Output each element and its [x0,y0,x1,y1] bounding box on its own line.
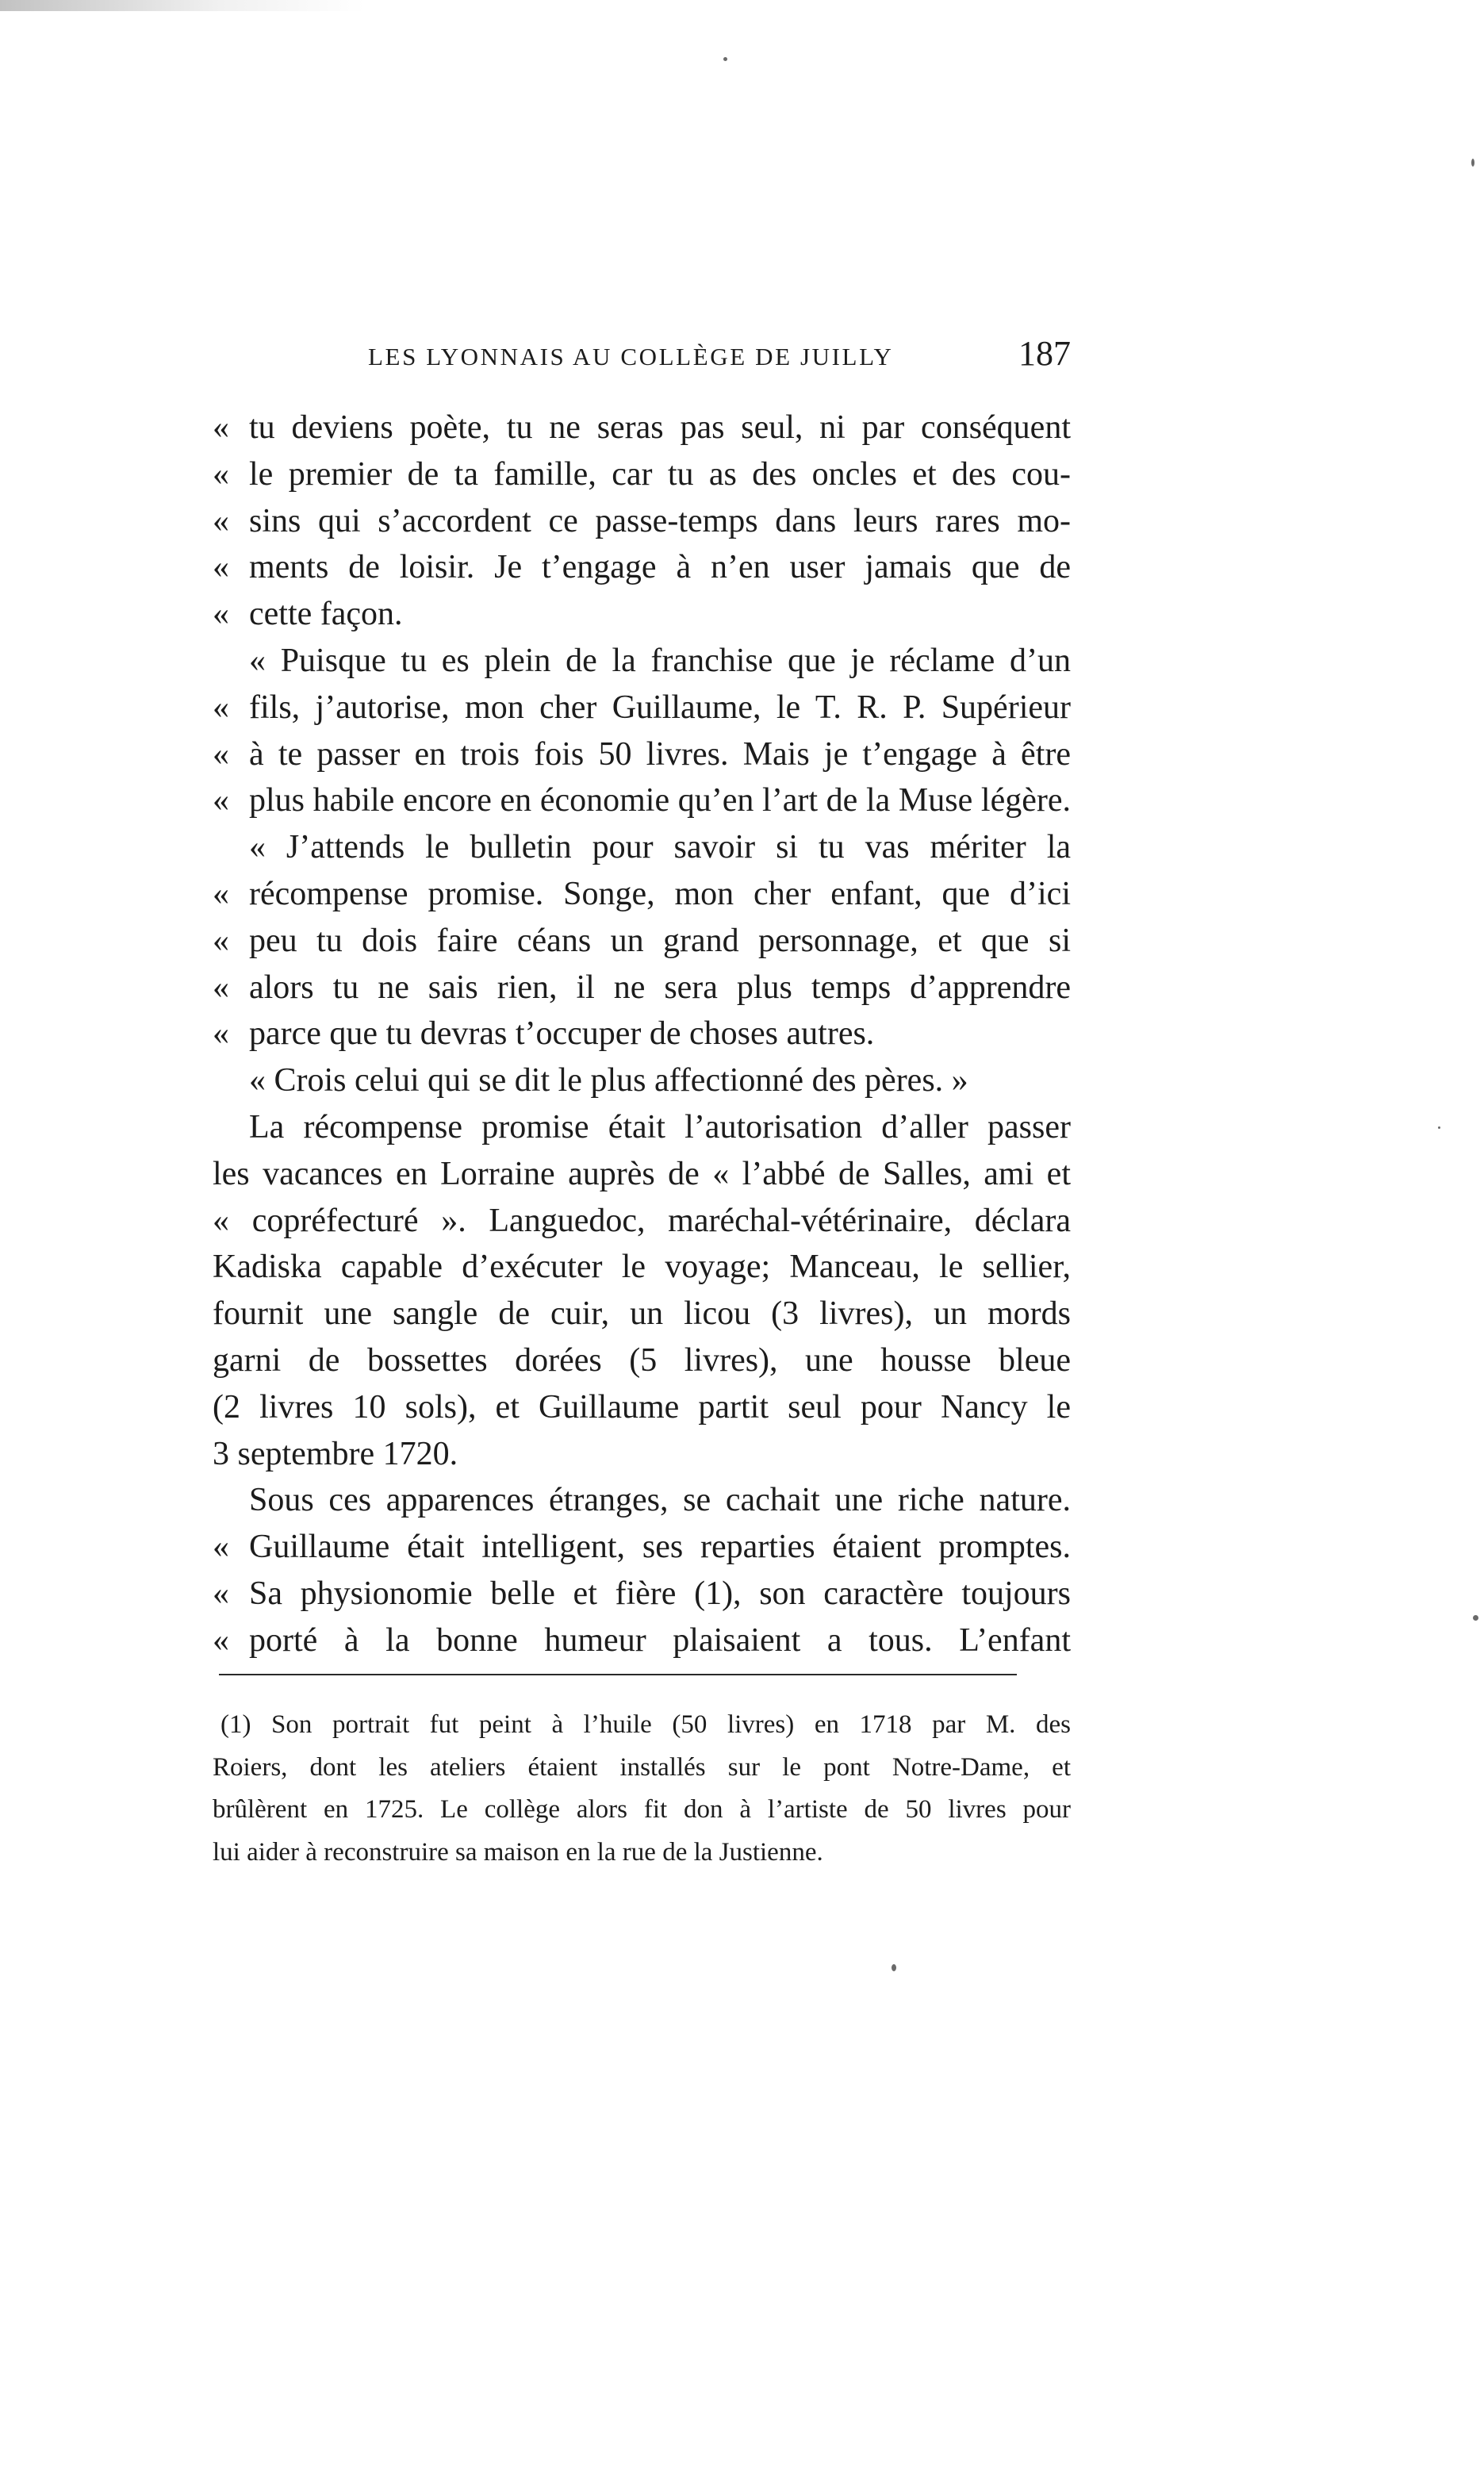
line-text: Sa physionomie belle et fière (1), son caractère toujours [249,1575,1071,1612]
text-line [213,965,1071,1011]
page-number: 187 [1018,334,1071,373]
footnote-line: Roiers, dont les ateliers étaient installés sur le pont Notre-Dame, et [213,1752,1071,1782]
ink-speck [1438,1126,1440,1129]
line-text: peu tu dois faire céans un grand personnage, et que si [249,922,1071,959]
quote-mark: « [213,969,229,1006]
footnote-line: brûlèrent en 1725. Le collège alors fit don à l’artiste de 50 livres pour [213,1795,1071,1824]
ink-speck [892,1964,896,1971]
running-head [213,332,1071,379]
quote-mark: « [213,1529,229,1566]
text-line [213,1057,1071,1104]
ink-speck [1473,1615,1478,1621]
line-text: plus habile encore en économie qu’en l’art de la Muse légère. [249,782,1071,819]
line-text: alors tu ne sais rien, il ne sera plus temps d’apprendre [249,969,1071,1006]
text-line [213,1198,1071,1245]
line-text: tu deviens poète, tu ne seras pas seul, ni par conséquent [249,409,1071,446]
text-line [213,638,1071,685]
text-line [213,405,1071,451]
text-line [213,1337,1071,1384]
quote-mark: « [213,409,229,446]
text-line [213,1431,1071,1478]
quote-mark: « [213,1015,229,1053]
text-line [213,1524,1071,1571]
line-text: « J’attends le bulletin pour savoir si tu vas mériter la [249,829,1071,866]
text-line [213,1617,1071,1664]
line-text: « Crois celui qui se dit le plus affectionné des pères. » [249,1062,968,1099]
text-line [213,1151,1071,1198]
text-line [213,1571,1071,1617]
text-line [213,731,1071,778]
quote-mark: « [213,875,229,912]
line-text: 3 septembre 1720. [213,1435,458,1472]
footnote-line: (1) Son portrait fut peint à l’huile (50 livres) en 1718 par M. des [220,1710,1071,1739]
text-line [213,824,1071,871]
line-text: à te passer en trois fois 50 livres. Mais je t’engage à être [249,735,1071,773]
line-text: porté à la bonne humeur plaisaient a tous. L’enfant [249,1621,1071,1659]
running-head-title: LES LYONNAIS AU COLLÈGE DE JUILLY [368,343,894,370]
text-line [213,1244,1071,1291]
line-text: Kadiska capable d’exécuter le voyage; Manceau, le sellier, [213,1249,1071,1286]
text-line [213,685,1071,731]
text-line [213,1104,1071,1151]
footnote-line: lui aider à reconstruire sa maison en la rue de la Justienne. [213,1837,823,1867]
line-text: « Puisque tu es plein de la franchise que je réclame d’un [249,642,1071,679]
quote-mark: « [213,549,229,586]
line-text: les vacances en Lorraine auprès de « l’abbé de Salles, ami et [213,1155,1071,1192]
text-line [213,1477,1071,1524]
line-text: le premier de ta famille, car tu as des oncles et des cou- [249,455,1071,493]
quote-mark: « [213,1575,229,1612]
footnote [213,1704,1071,1874]
quote-mark: « [213,735,229,773]
quote-mark: « [213,1621,229,1659]
line-text: parce que tu devras t’occuper de choses autres. [249,1015,875,1053]
quote-mark: « [213,455,229,493]
body-text [213,405,1071,1664]
line-text: fils, j’autorise, mon cher Guillaume, le T. R. P. Supérieur [249,689,1071,726]
line-text: récompense promise. Songe, mon cher enfant, que d’ici [249,875,1071,912]
ink-speck [1471,159,1474,167]
line-text: sins qui s’accordent ce passe-temps dans leurs rares mo- [249,502,1071,539]
line-text: (2 livres 10 sols), et Guillaume partit seul pour Nancy le [213,1388,1071,1426]
quote-mark: « [213,689,229,726]
page-edge-smudge [0,0,365,11]
line-text: garni de bossettes dorées (5 livres), une housse bleue [213,1341,1071,1379]
line-text: Sous ces apparences étranges, se cachait une riche nature. [249,1482,1071,1519]
line-text: ments de loisir. Je t’engage à n’en user jamais que de [249,549,1071,586]
quote-mark: « [213,782,229,819]
quote-mark: « [213,922,229,959]
ink-speck [723,57,727,61]
text-line [213,777,1071,824]
text-line [213,544,1071,591]
footnote-rule [219,1674,1017,1675]
text-line [213,451,1071,498]
text-line [213,1291,1071,1337]
text-line [213,1384,1071,1431]
line-text: Guillaume était intelligent, ses reparties étaient promptes. [249,1529,1071,1566]
text-line [213,918,1071,965]
line-text: « copréfecturé ». Languedoc, maréchal-vétérinaire, déclara [213,1202,1071,1239]
quote-mark: « [213,596,229,633]
line-text: fournit une sangle de cuir, un licou (3 livres), un mords [213,1295,1071,1333]
text-line [213,498,1071,545]
line-text: cette façon. [249,596,403,633]
text-line [213,591,1071,638]
text-line [213,1011,1071,1057]
quote-mark: « [213,502,229,539]
line-text: La récompense promise était l’autorisation d’aller passer [249,1108,1071,1145]
text-line [213,871,1071,918]
